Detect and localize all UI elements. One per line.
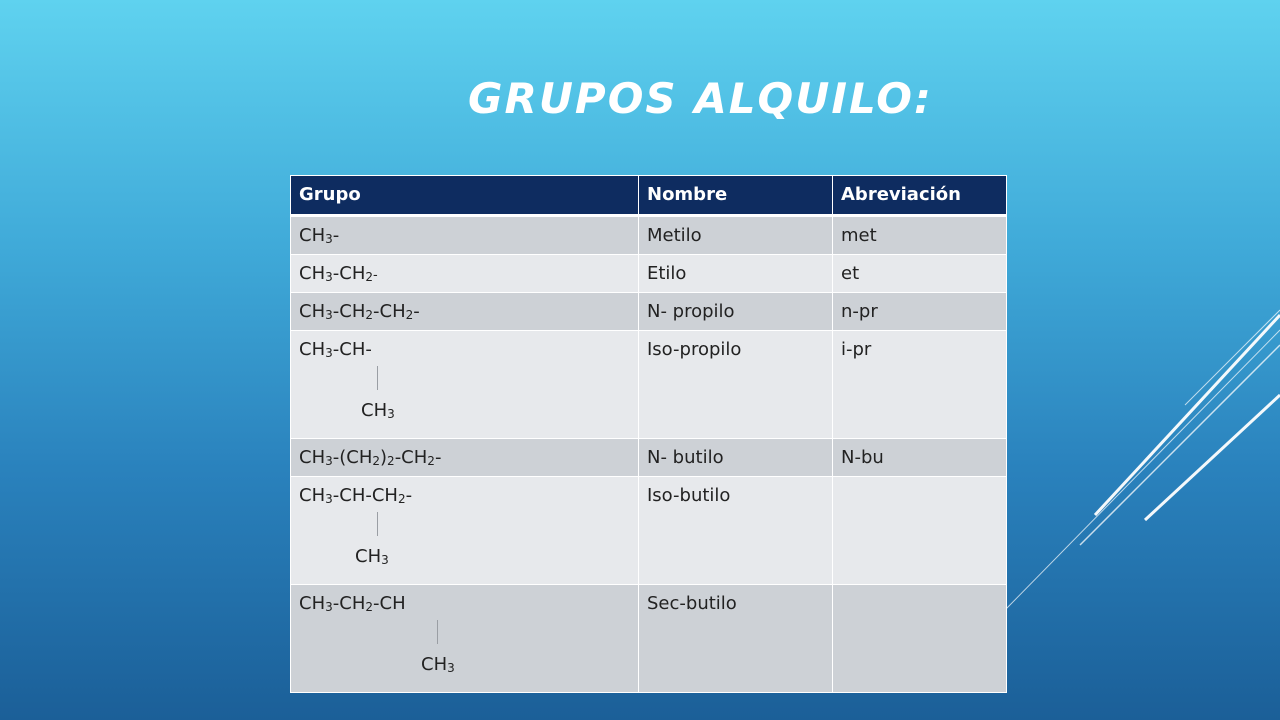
alkyl-groups-table (290, 175, 1007, 693)
grupo-cell (291, 477, 639, 585)
page-title: GRUPOS ALQUILO: (468, 74, 933, 123)
branch-methyl: $CH_3$ (421, 654, 455, 675)
table-header-row (291, 176, 1007, 216)
nombre-cell: N- butilo (639, 439, 833, 477)
table-row (291, 477, 1007, 585)
branch-methyl: $CH_3$ (361, 400, 395, 421)
grupo-cell (291, 293, 639, 331)
grupo-cell (291, 331, 639, 439)
nombre-cell: Metilo (639, 216, 833, 255)
table-row (291, 439, 1007, 477)
abreviacion-cell: n-pr (833, 293, 1007, 331)
header-nombre: Nombre (639, 176, 833, 216)
formula: $CH_3-CH-$ (299, 339, 372, 360)
formula: $CH_3-CH-CH_2-$ (299, 485, 413, 506)
bond-line (377, 366, 378, 390)
table-row (291, 293, 1007, 331)
table-row (291, 585, 1007, 693)
formula: $CH_3-$ (299, 225, 340, 246)
nombre-cell: Sec-butilo (639, 585, 833, 693)
formula: $CH_3-CH_2-CH_2-$ (299, 301, 420, 322)
header-grupo: Grupo (291, 176, 639, 216)
abreviacion-cell: N-bu (833, 439, 1007, 477)
abreviacion-cell: i-pr (833, 331, 1007, 439)
nombre-cell: Etilo (639, 255, 833, 293)
formula: $CH_3-(CH_2)_2-CH_2-$ (299, 447, 442, 468)
formula: $CH_3-CH_2-$ (299, 263, 378, 284)
grupo-cell (291, 216, 639, 255)
abreviacion-cell: et (833, 255, 1007, 293)
grupo-cell (291, 439, 639, 477)
nombre-cell: Iso-propilo (639, 331, 833, 439)
grupo-cell (291, 585, 639, 693)
grupo-cell (291, 255, 639, 293)
nombre-cell: Iso-butilo (639, 477, 833, 585)
bond-line (377, 512, 378, 536)
abreviacion-cell (833, 585, 1007, 693)
formula-branch (299, 506, 630, 576)
formula: $CH_3-CH_2-CH$ (299, 593, 406, 614)
nombre-cell: N- propilo (639, 293, 833, 331)
header-abreviacion: Abreviación (833, 176, 1007, 216)
table-row (291, 331, 1007, 439)
formula-branch (299, 614, 630, 684)
formula-branch (299, 360, 630, 430)
table-row (291, 255, 1007, 293)
branch-methyl: $CH_3$ (355, 546, 389, 567)
bond-line (437, 620, 438, 644)
abreviacion-cell: met (833, 216, 1007, 255)
abreviacion-cell (833, 477, 1007, 585)
table-row (291, 216, 1007, 255)
